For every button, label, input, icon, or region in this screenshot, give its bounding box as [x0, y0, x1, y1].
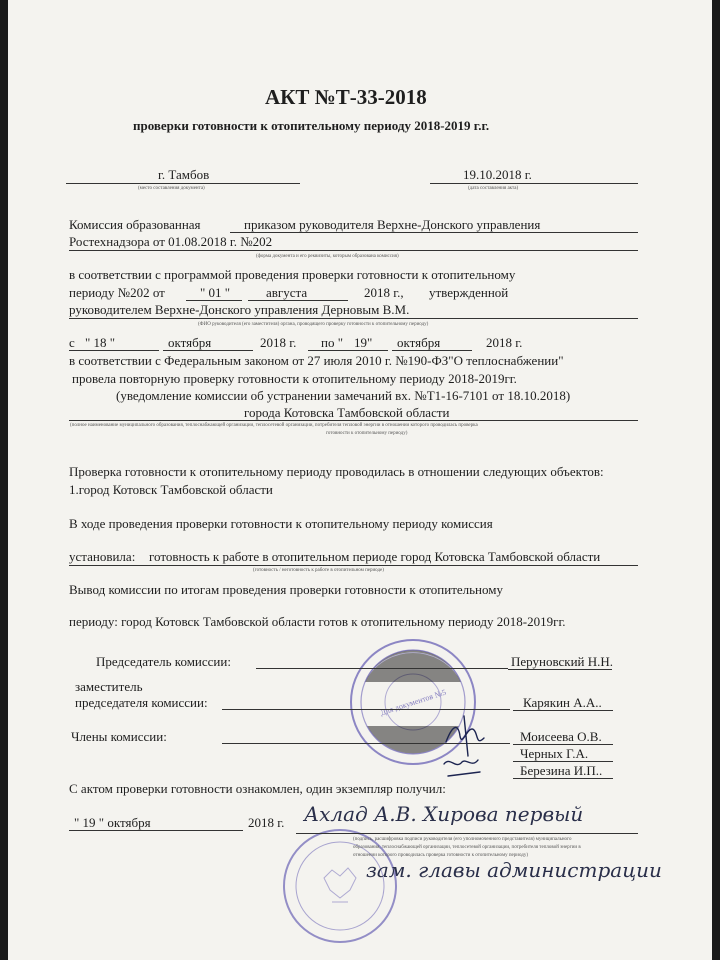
- from-day-underline: [69, 350, 159, 351]
- members-label: Члены комиссии:: [71, 729, 167, 744]
- chair-name: Перуновский Н.Н.: [511, 654, 614, 669]
- object-1: 1.город Котовск Тамбовской области: [69, 482, 273, 497]
- municipality: города Котовска Тамбовской области: [244, 405, 450, 420]
- commission-order-line2: Ростехнадзора от 01.08.2018 г. №202: [69, 234, 273, 249]
- from-month-underline: [163, 350, 253, 351]
- date-caption: (дата составления акта): [468, 186, 519, 191]
- program-approved: утвержденной: [429, 285, 509, 300]
- acknowledgement-caption-1: (подпись, расшифровка подписи руководителя (его уполномоченного представителя) муниципального: [353, 837, 572, 842]
- federal-law: в соответствии с Федеральным законом от 27 июля 2010 г. №190-ФЗ"О теплоснабжении": [69, 353, 564, 368]
- objects-intro: Проверка готовности к отопительному периоду проводилась в отношении следующих объектов:: [69, 464, 604, 479]
- member-name-3: Березина И.П..: [520, 763, 603, 778]
- program-month-underline: [248, 300, 348, 301]
- act-date: 19.10.2018 г.: [463, 167, 532, 182]
- program-month: августа: [266, 285, 308, 300]
- established-value: готовность к работе в отопительном периоде город Котовска Тамбовской области: [149, 549, 601, 564]
- handwritten-line-2: зам. главы администрации: [366, 858, 662, 882]
- program-period-prefix: периоду №202 от: [69, 285, 165, 300]
- commission-caption: (форма документа и его реквизиты, которым образована комиссия): [256, 254, 399, 259]
- member-name-1: Моисеева О.В.: [520, 729, 602, 744]
- order-line2-underline: [69, 250, 638, 251]
- order-underline: [230, 232, 638, 233]
- approver-underline: [69, 318, 638, 319]
- municipality-underline: [69, 420, 638, 421]
- commission-label: Комиссия образованная: [69, 217, 201, 232]
- period-from-month: октября: [168, 335, 212, 350]
- remarks-notice: (уведомление комиссии об устранении замечаний вх. №Т1-16-7101 от 18.10.2018): [116, 388, 571, 403]
- municipality-caption-1: (полное наименование муниципального образования, теплоснабжающей организации, теплосетевой организации, потребителя тепловой энергии в отношении которого проводилась проверка: [70, 423, 478, 428]
- deputy-signature-line: [222, 709, 510, 710]
- place-underline: [66, 183, 300, 184]
- member-3-underline: [513, 778, 613, 779]
- conducted-check: провела повторную проверку готовности к отопительному периоду 2018-2019гг.: [72, 371, 517, 386]
- established-caption: (готовность / неготовность к работе в отопительном периоде): [253, 568, 384, 573]
- acknowledgement-text: С актом проверки готовности ознакомлен, один экземпляр получил:: [69, 781, 446, 796]
- period-from-day: " 18 ": [85, 335, 116, 350]
- acknowledgement-signature-line: [296, 833, 638, 834]
- act-document: [8, 0, 712, 960]
- stamp-label: Для документов №5: [379, 687, 448, 718]
- date-underline: [430, 183, 638, 184]
- approver: руководителем Верхне-Донского управления Дерновым В.М.: [69, 302, 410, 317]
- acknowledgement-caption-2: образования, теплоснабжающей организации, теплосетевой организации, потребителя тепловой энергии в: [353, 845, 581, 850]
- handwritten-line-1: Ахлад А.В. Хирова первый: [304, 802, 584, 826]
- acknowledgement-day: " 19 " октября: [74, 815, 151, 830]
- program-day-underline: [186, 300, 242, 301]
- program-day: " 01 ": [200, 285, 231, 300]
- chair-label: Председатель комиссии:: [96, 654, 231, 669]
- program-line: в соответствии с программой проведения проверки готовности к отопительному: [69, 267, 516, 282]
- period-from-year: 2018 г.: [260, 335, 297, 350]
- to-month-underline: [392, 350, 472, 351]
- deputy-name-underline: [513, 710, 613, 711]
- acknowledgement-day-underline: [69, 830, 243, 831]
- commission-order: приказом руководителя Верхне-Донского управления: [244, 217, 541, 232]
- place-caption: (место составления документа): [138, 186, 205, 191]
- period-to-prefix: по ": [321, 335, 344, 350]
- approver-caption: (ФИО руководителя (его заместителя) органа, проводящего проверку готовности к отопительному периоду): [198, 322, 429, 327]
- document-title: АКТ №Т-33-2018: [265, 85, 427, 109]
- member-name-2: Черных Г.А.: [520, 746, 589, 761]
- to-day-underline: [308, 350, 388, 351]
- established-label: установила:: [69, 549, 136, 564]
- municipality-caption-2: готовности к отопительному периоду): [326, 431, 408, 436]
- established-underline: [69, 565, 638, 566]
- deputy-name: Карякин А.А..: [523, 695, 602, 710]
- during-check: В ходе проведения проверки готовности к отопительному периоду комиссия: [69, 516, 493, 531]
- chair-signature-line: [256, 668, 508, 669]
- deputy-label-2: председателя комиссии:: [75, 695, 208, 710]
- conclusion-line-1: Вывод комиссии по итогам проведения проверки готовности к отопительному: [69, 582, 503, 597]
- member-2-underline: [513, 761, 613, 762]
- lower-stamp: [280, 812, 400, 960]
- acknowledgement-caption-3: отношении которого проводилась проверка готовности к отопительному периоду): [353, 853, 529, 858]
- member-1-underline: [513, 744, 613, 745]
- place: г. Тамбов: [158, 167, 210, 182]
- member-signatures: [438, 712, 508, 784]
- period-to-day: 19": [354, 335, 373, 350]
- chair-name-underline: [508, 669, 612, 670]
- conclusion-line-2: периоду: город Котовск Тамбовской области готов к отопительному периоду 2018-2019гг.: [69, 614, 566, 629]
- period-to-month: октября: [397, 335, 441, 350]
- period-to-year: 2018 г.: [486, 335, 523, 350]
- period-from-prefix: с: [69, 335, 75, 350]
- document-subtitle: проверки готовности к отопительному периоду 2018-2019 г.г.: [133, 118, 490, 133]
- acknowledgement-year: 2018 г.: [248, 815, 285, 830]
- program-year: 2018 г.,: [364, 285, 404, 300]
- deputy-label-1: заместитель: [75, 679, 143, 694]
